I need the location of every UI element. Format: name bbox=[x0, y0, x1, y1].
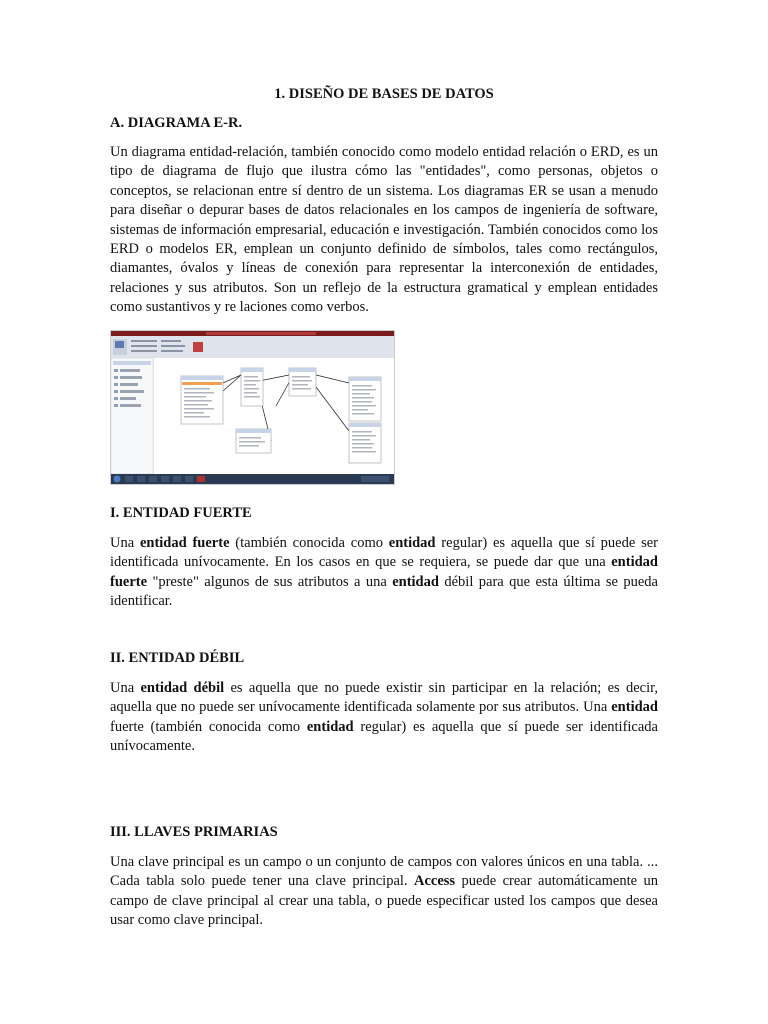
navigation-pane bbox=[111, 358, 153, 474]
section-a-heading: A. DIAGRAMA E-R. bbox=[110, 115, 243, 131]
section-3-heading: III. LLAVES PRIMARIAS bbox=[110, 824, 278, 840]
section-a-paragraph: Un diagrama entidad-relación, también conocido como modelo entidad relación o ERD, es un tipo de diagrama de flujo que ilustra cómo las "entidades", como personas, objetos o conceptos, se relacionan entre sí dentro de un sistema. Los diagramas ER se usan a menudo para diseñar o depurar bases de datos relacionales en los campos de ingeniería de software, sistemas de información empresarial, educación e investigación. También conocidos como los ERD o modelos ER, emplean un conjunto definido de símbolos, tales como rectángulos, diamantes, óvalos y líneas de conexión para representar la interconexión de entidades, relaciones y sus atributos. Son un reflejo de la estructura gramatical y emplean entidades como sustantivos y re laciones como verbos. bbox=[110, 144, 658, 316]
section-1-paragraph: Una entidad fuerte (también conocida como entidad regular) es aquella que sí puede ser identificada unívocamente. En los casos en que se requiera, se puede dar que una entidad fuerte "preste" algunos de sus atributos a una entidad débil para que esta última se pueda identificar. bbox=[110, 535, 658, 610]
section-2-heading: II. ENTIDAD DÉBIL bbox=[110, 650, 245, 666]
section-2-paragraph: Una entidad débil es aquella que no puede existir sin participar en la relación; es decir, aquella que no puede ser unívocamente identificada solamente por sus atributos. Una entidad fuerte (también conocida como entidad regular) es aquella que sí puede ser identificada unívocamente. bbox=[110, 680, 658, 755]
section-1-heading: I. ENTIDAD FUERTE bbox=[110, 505, 252, 521]
section-3-paragraph: Una clave principal es un campo o un conjunto de campos con valores únicos en una tabla. ... Cada tabla solo puede tener una clave principal. Access puede crear automáticamente un campo de clave principal al crear una tabla, o puede especificar usted los campos que desea usar como clave principal. bbox=[110, 854, 658, 929]
document-title: 1. DISEÑO DE BASES DE DATOS bbox=[274, 86, 494, 102]
access-relationships-screenshot bbox=[110, 330, 395, 485]
